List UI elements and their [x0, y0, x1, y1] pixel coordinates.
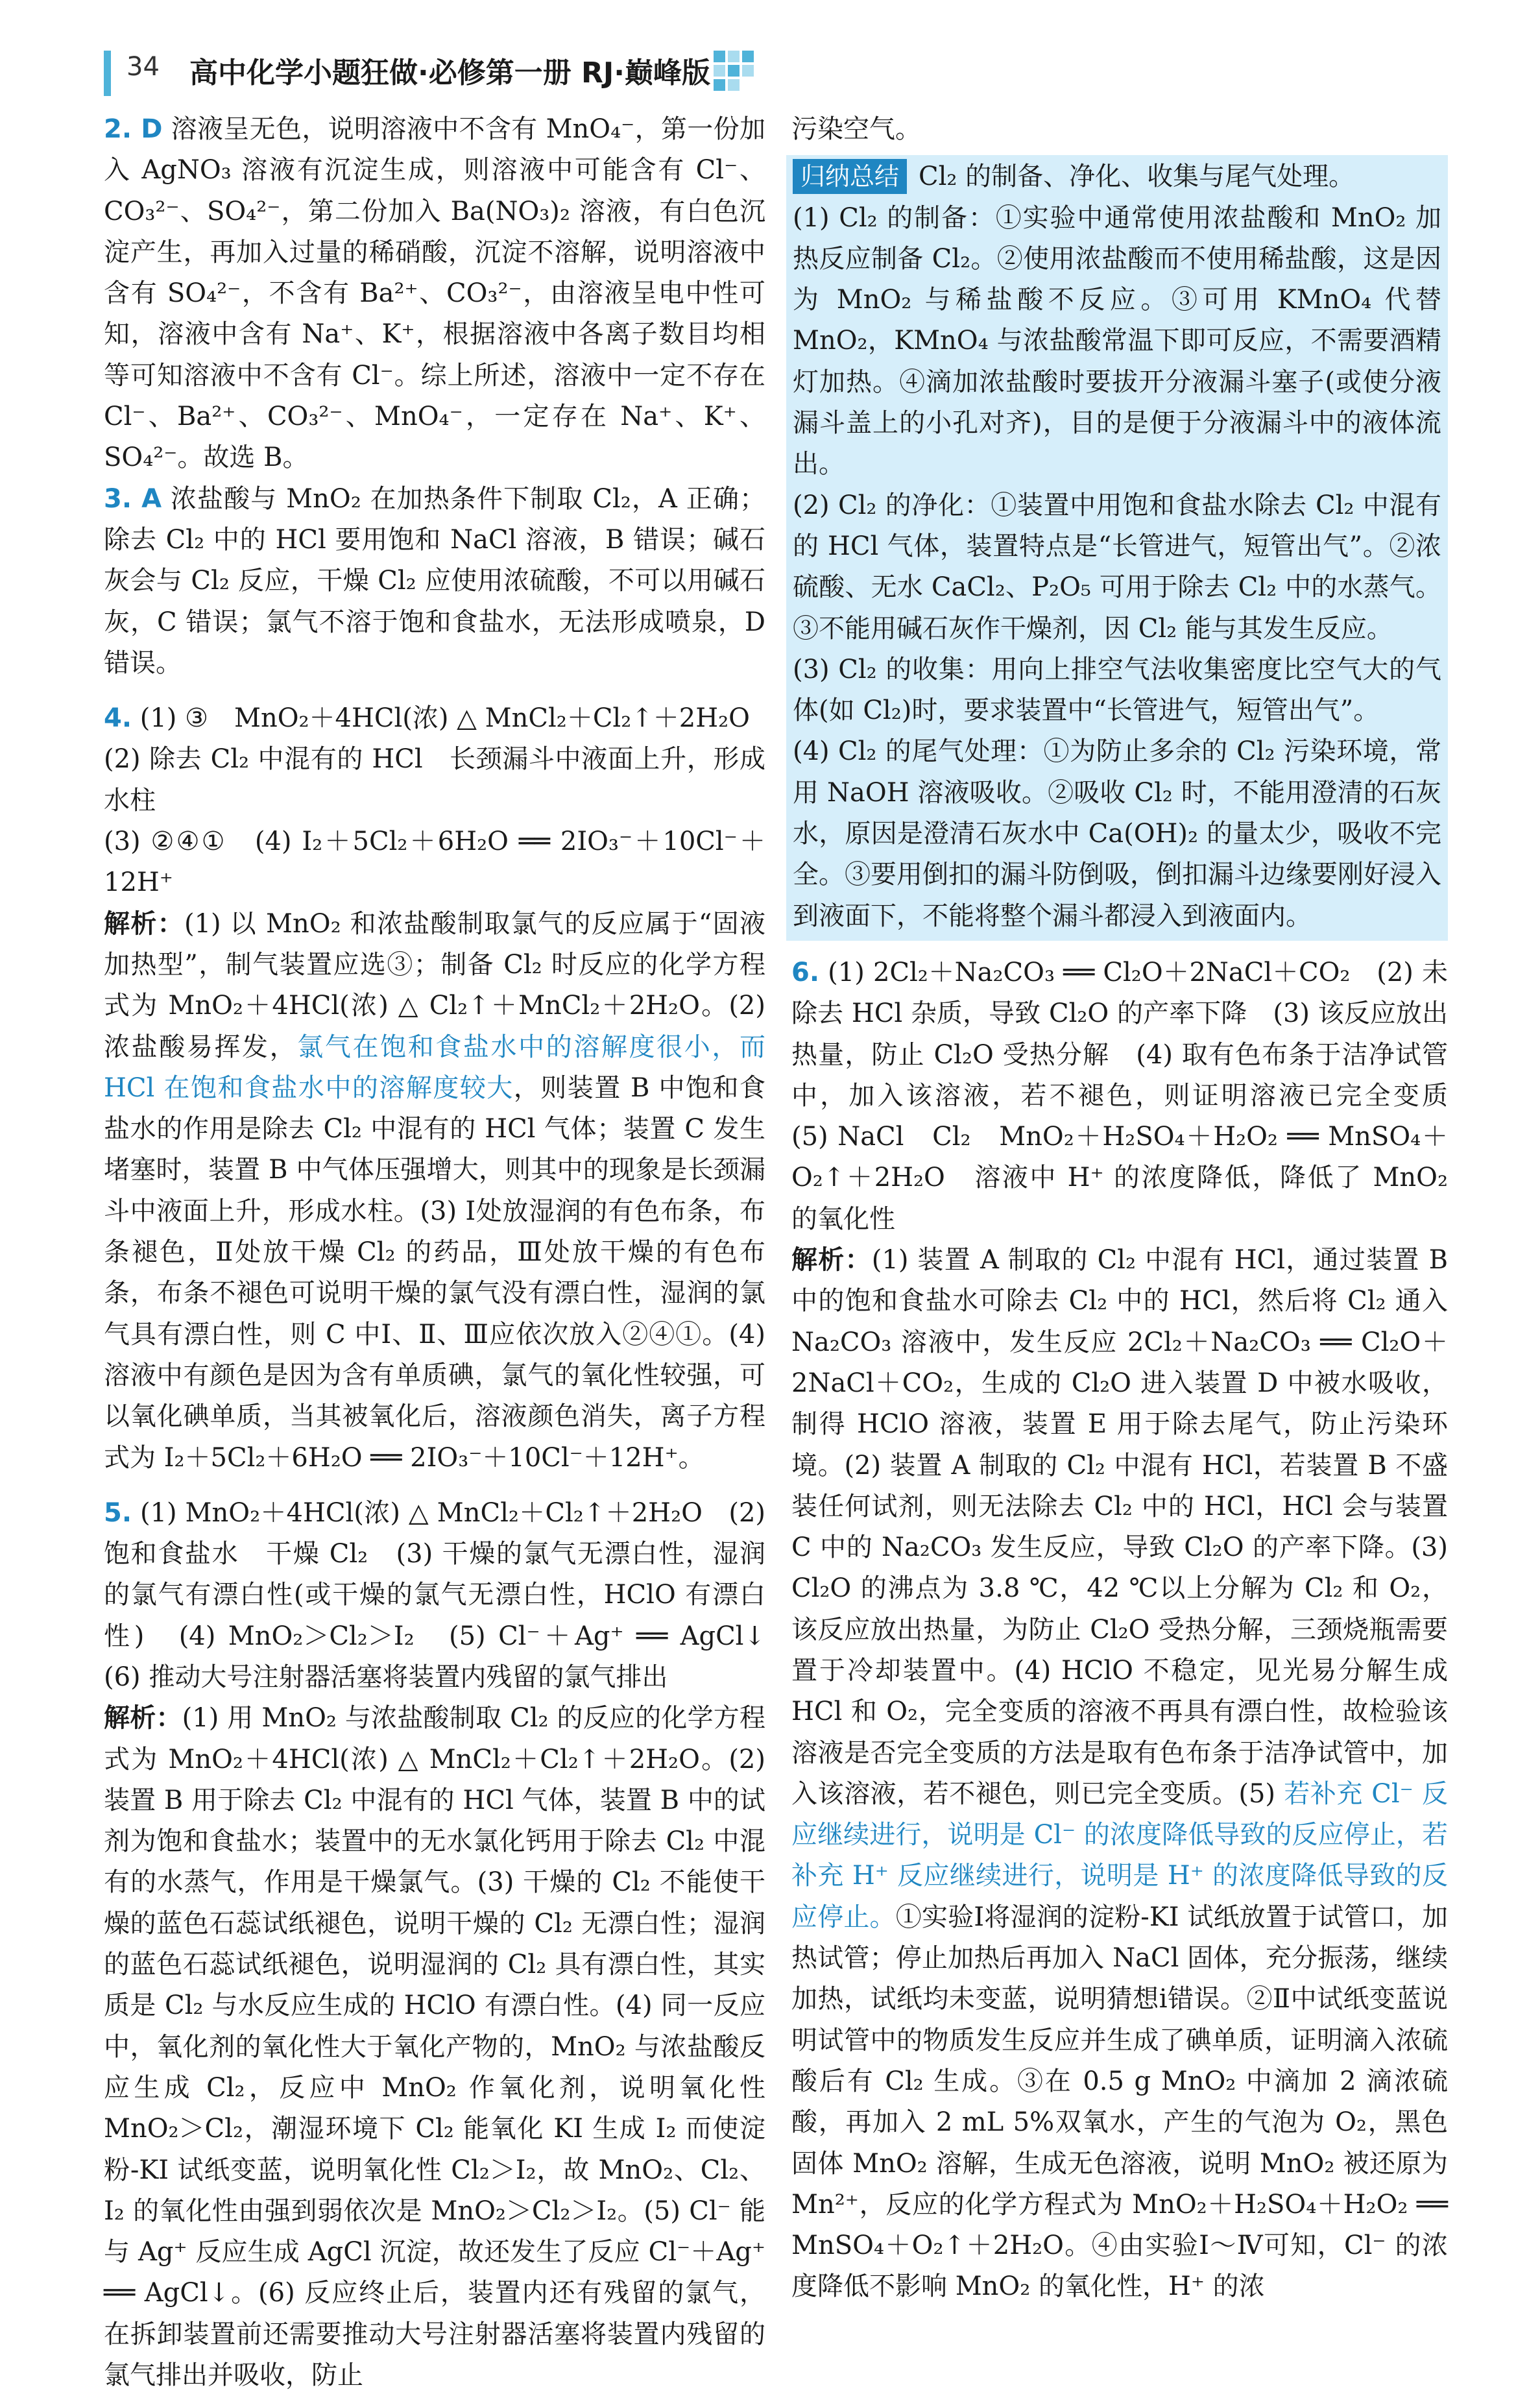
summary-item: (2) Cl₂ 的净化：①装置中用饱和食盐水除去 Cl₂ 中混有的 HCl 气体，装置特点是“长管进气，短管出气”。②浓硫酸、无水 CaCl₂、P₂O₅ 可用于除去 Cl₂ 中的水蒸气。③不能用碱石灰作干燥剂，因 Cl₂ 能与其发生反应。: [793, 490, 1441, 644]
question-number: 2. D: [104, 114, 163, 144]
explanation-label: 解析：: [104, 908, 184, 939]
question-number: 6.: [791, 957, 820, 987]
answer-text: 溶液呈无色，说明溶液中不含有 MnO₄⁻，第一份加入 AgNO₃ 溶液有沉淀生成，则溶液中可能含有 Cl⁻、CO₃²⁻、SO₄²⁻，第二份加入 Ba(NO₃)₂ 溶液，有白色沉淀产生，再加入过量的稀硝酸，沉淀不溶解，说明溶液中含有 SO₄²⁻，不含有 Ba²⁺、CO₃²⁻，由溶液呈电中性可知，溶液中含有 Na⁺、K⁺，根据溶液中各离子数目均相等可知溶液中不含有 Cl⁻。综上所述，溶液中一定不存在 Cl⁻、Ba²⁺、CO₃²⁻、MnO₄⁻，一定存在 Na⁺、K⁺、SO₄²⁻。故选 B。: [104, 114, 766, 473]
highlighted-text: 若补充 Cl⁻ 反应继续进行，说明是 Cl⁻ 的浓度降低导致的反应停止，若补充 H⁺ 反应继续进行，说明是 H⁺ 的浓度降低导致的反应停止。: [791, 1778, 1448, 1932]
answer-text: (1) 2Cl₂＋Na₂CO₃ ══ Cl₂O＋2NaCl＋CO₂ (2) 未除去 HCl 杂质，导致 Cl₂O 的产率下降 (3) 该反应放出热量，防止 Cl₂O 受热分解 (4) 取有色布条于洁净试管中，加入该溶液，若不褪色，则证明溶液已完全变质 (5) NaCl Cl₂ MnO₂＋H₂SO₄＋H₂O₂ ══ MnSO₄＋O₂↑＋2H₂O 溶液中 H⁺ 的浓度降低，降低了 MnO₂ 的氧化性: [791, 957, 1474, 1234]
answer-line: (2) 除去 Cl₂ 中混有的 HCl 长颈漏斗中液面上升，形成水柱: [104, 744, 765, 816]
answer-text: (1) MnO₂＋4HCl(浓) △ MnCl₂＋Cl₂↑＋2H₂O (2) 饱和食盐水 干燥 Cl₂ (3) 干燥的氯气无漂白性，湿润的氯气有漂白性(或干燥的氯气无漂白性，HClO 有漂白性) (4) MnO₂＞Cl₂＞I₂ (5) Cl⁻＋Ag⁺ ══ AgCl↓ (6) 推动大号注射器活塞将装置内残留的氯气排出: [104, 1497, 791, 1692]
answer-3: [104, 479, 765, 684]
answer-5: [104, 1493, 791, 1698]
explanation-text: ①实验Ⅰ将湿润的淀粉-KI 试纸放置于试管口，加热试管；停止加热后再加入 NaCl 固体，充分振荡，继续加热，试纸均未变蓝，说明猜想ⅰ错误。②Ⅱ中试纸变蓝说明试管中的物质发生反应并生成了碘单质，证明滴入浓硫酸后有 Cl₂ 生成。③在 0.5 g MnO₂ 中滴加 2 滴浓硫酸，再加入 2 mL 5%双氧水，产生的气泡为 O₂，黑色固体 MnO₂ 溶解，生成无色溶液，说明 MnO₂ 被还原为 Mn²⁺，反应的化学方程式为 MnO₂＋H₂SO₄＋H₂O₂ ══ MnSO₄＋O₂↑＋2H₂O。④由实验Ⅰ～Ⅳ可知，Cl⁻ 的浓度降低不影响 MnO₂ 的氧化性，H⁺ 的浓: [791, 1902, 1449, 2302]
question-number: 3. A: [104, 483, 162, 514]
summary-box: [786, 155, 1448, 941]
question-number: 4.: [104, 703, 132, 734]
explanation-label: 解析：: [104, 1703, 182, 1734]
explanation-5: [104, 1698, 765, 2396]
summary-title: Cl₂ 的制备、净化、收集与尾气处理。: [919, 162, 1355, 192]
explanation-text: ，则装置 B 中饱和食盐水的作用是除去 Cl₂ 中混有的 HCl 气体；装置 C 发生堵塞时，装置 B 中气体压强增大，则其中的现象是长颈漏斗中液面上升，形成水柱。(3) Ⅰ处放湿润的有色布条，布条褪色，Ⅱ处放干燥 Cl₂ 的药品，Ⅲ处放干燥的有色布条，布条不褪色可说明干燥的氯气没有漂白性，湿润的氯气具有漂白性，则 C 中Ⅰ、Ⅱ、Ⅲ应依次放入②④①。(4) 溶液中有颜色是因为含有单质碘，氯气的氧化性较强，可以氧化碘单质，当其被氧化后，溶液颜色消失，离子方程式为 I₂＋5Cl₂＋6H₂O ══ 2IO₃⁻＋10Cl⁻＋12H⁺。: [104, 1072, 765, 1473]
answer-4: [104, 698, 765, 739]
answer-text: 浓盐酸与 MnO₂ 在加热条件下制取 Cl₂，A 正确；除去 Cl₂ 中的 HCl 要用饱和 NaCl 溶液，B 错误；碱石灰会与 Cl₂ 反应，干燥 Cl₂ 应使用浓硫酸，不可以用碱石灰，C 错误；氯气不溶于饱和食盐水，无法形成喷泉，D 错误。: [104, 483, 765, 678]
question-number: 5.: [104, 1497, 132, 1528]
page-header: [0, 0, 1540, 104]
summary-item: (1) Cl₂ 的制备：①实验中通常使用浓盐酸和 MnO₂ 加热反应制备 Cl₂。②使用浓盐酸而不使用稀盐酸，这是因为 MnO₂ 与稀盐酸不反应。③可用 KMnO₄ 代替 MnO₂，KMnO₄ 与浓盐酸常温下即可反应，不需要酒精灯加热。④滴加浓盐酸时要拔开分液漏斗塞子(或使分液漏斗盖上的小孔对齐)，目的是便于分液漏斗中的液体流出。: [793, 202, 1441, 479]
explanation-4: [104, 904, 765, 1479]
explanation-text: (1) 以 MnO₂ 和浓盐酸制取氯气的反应属于“固液加热型”，制气装置应选③；制备 Cl₂ 时反应的化学方程式为 MnO₂＋4HCl(浓) △ Cl₂↑＋MnCl₂＋2H₂O。(2) 浓盐酸易挥发，: [104, 908, 765, 1062]
header-accent-bar: [104, 51, 111, 96]
answer-line: (3) ②④① (4) I₂＋5Cl₂＋6H₂O ══ 2IO₃⁻＋10Cl⁻＋12H⁺: [104, 827, 765, 898]
answer-2: [104, 109, 765, 479]
answer-6: [791, 952, 1474, 1240]
answer-line: (1) ③ MnO₂＋4HCl(浓) △ MnCl₂＋Cl₂↑＋2H₂O: [139, 703, 750, 734]
summary-item: (4) Cl₂ 的尾气处理：①为防止多余的 Cl₂ 污染环境，常用 NaOH 溶液吸收。②吸收 Cl₂ 时，不能用澄清的石灰水，原因是澄清石灰水中 Ca(OH)₂ 的量太少，吸收不完全。③要用倒扣的漏斗防倒吸，倒扣漏斗边缘要刚好浸入到液面下，不能将整个漏斗都浸入到液面内。: [793, 736, 1441, 931]
left-column: [104, 109, 791, 2396]
summary-tag: 归纳总结: [793, 159, 907, 194]
page-number: 34: [126, 52, 160, 82]
explanation-label: 解析：: [791, 1245, 872, 1276]
summary-item: (3) Cl₂ 的收集：用向上排空气法收集密度比空气大的气体(如 Cl₂)时，要求装置中“长管进气，短管出气”。: [793, 654, 1441, 726]
highlighted-text: 氯气在饱和食盐水中的溶解度很小，而 HCl 在饱和食盐水中的溶解度较大: [104, 1032, 766, 1103]
explanation-6: [791, 1240, 1448, 2308]
book-title: 高中化学小题狂做·必修第一册 RJ·巅峰版: [189, 56, 710, 90]
summary-heading: [793, 156, 1441, 197]
explanation-text: (1) 用 MnO₂ 与浓盐酸制取 Cl₂ 的反应的化学方程式为 MnO₂＋4HCl(浓) △ MnCl₂＋Cl₂↑＋2H₂O。(2) 装置 B 用于除去 Cl₂ 中混有的 HCl 气体，装置 B 中的试剂为饱和食盐水；装置中的无水氯化钙用于除去 Cl₂ 中混有的水蒸气，作用是干燥氯气。(3) 干燥的 Cl₂ 不能使干燥的蓝色石蕊试纸褪色，说明干燥的 Cl₂ 无漂白性；湿润的蓝色石蕊试纸褪色，说明湿润的 Cl₂ 具有漂白性，其实质是 Cl₂ 与水反应生成的 HClO 有漂白性。(4) 同一反应中，氧化剂的氧化性大于氧化产物的，MnO₂ 与浓盐酸反应生成 Cl₂，反应中 MnO₂ 作氧化剂，说明氧化性 MnO₂＞Cl₂，潮湿环境下 Cl₂ 能氧化 KI 生成 I₂ 而使淀粉-KI 试纸变蓝，说明氧化性 Cl₂＞I₂，故 MnO₂、Cl₂、I₂ 的氧化性由强到弱依次是 MnO₂＞Cl₂＞I₂。(5) Cl⁻ 能与 Ag⁺ 反应生成 AgCl 沉淀，故还发生了反应 Cl⁻＋Ag⁺ ══ AgCl↓。(6) 反应终止后，装置内还有残留的氯气，在拆卸装置前还需要推动大号注射器活塞将装置内残留的氯气排出并吸收，防止: [104, 1703, 765, 2391]
decorative-squares-icon: [714, 51, 765, 103]
continued-text: 污染空气。: [791, 114, 921, 144]
right-column: [791, 109, 1474, 2308]
explanation-text: (1) 装置 A 制取的 Cl₂ 中混有 HCl，通过装置 B 中的饱和食盐水可除去 Cl₂ 中的 HCl，然后将 Cl₂ 通入 Na₂CO₃ 溶液中，发生反应 2Cl₂＋Na₂CO₃ ══ Cl₂O＋2NaCl＋CO₂，生成的 Cl₂O 进入装置 D 中被水吸收，制得 HClO 溶液，装置 E 用于除去尾气，防止污染环境。(2) 装置 A 制取的 Cl₂ 中混有 HCl，若装置 B 不盛装任何试剂，则无法除去 Cl₂ 中的 HCl，HCl 会与装置 C 中的 Na₂CO₃ 发生反应，导致 Cl₂O 的产率下降。(3) Cl₂O 的沸点为 3.8 ℃，42 ℃以上分解为 Cl₂ 和 O₂，该反应放出热量，为防止 Cl₂O 受热分解，三颈烧瓶需要置于冷却装置中。(4) HClO 不稳定，见光易分解生成 HCl 和 O₂，完全变质的溶液不再具有漂白性，故检验该溶液是否完全变质的方法是取有色布条于洁净试管中，加入该溶液，若不褪色，则已完全变质。(5): [791, 1245, 1448, 1809]
